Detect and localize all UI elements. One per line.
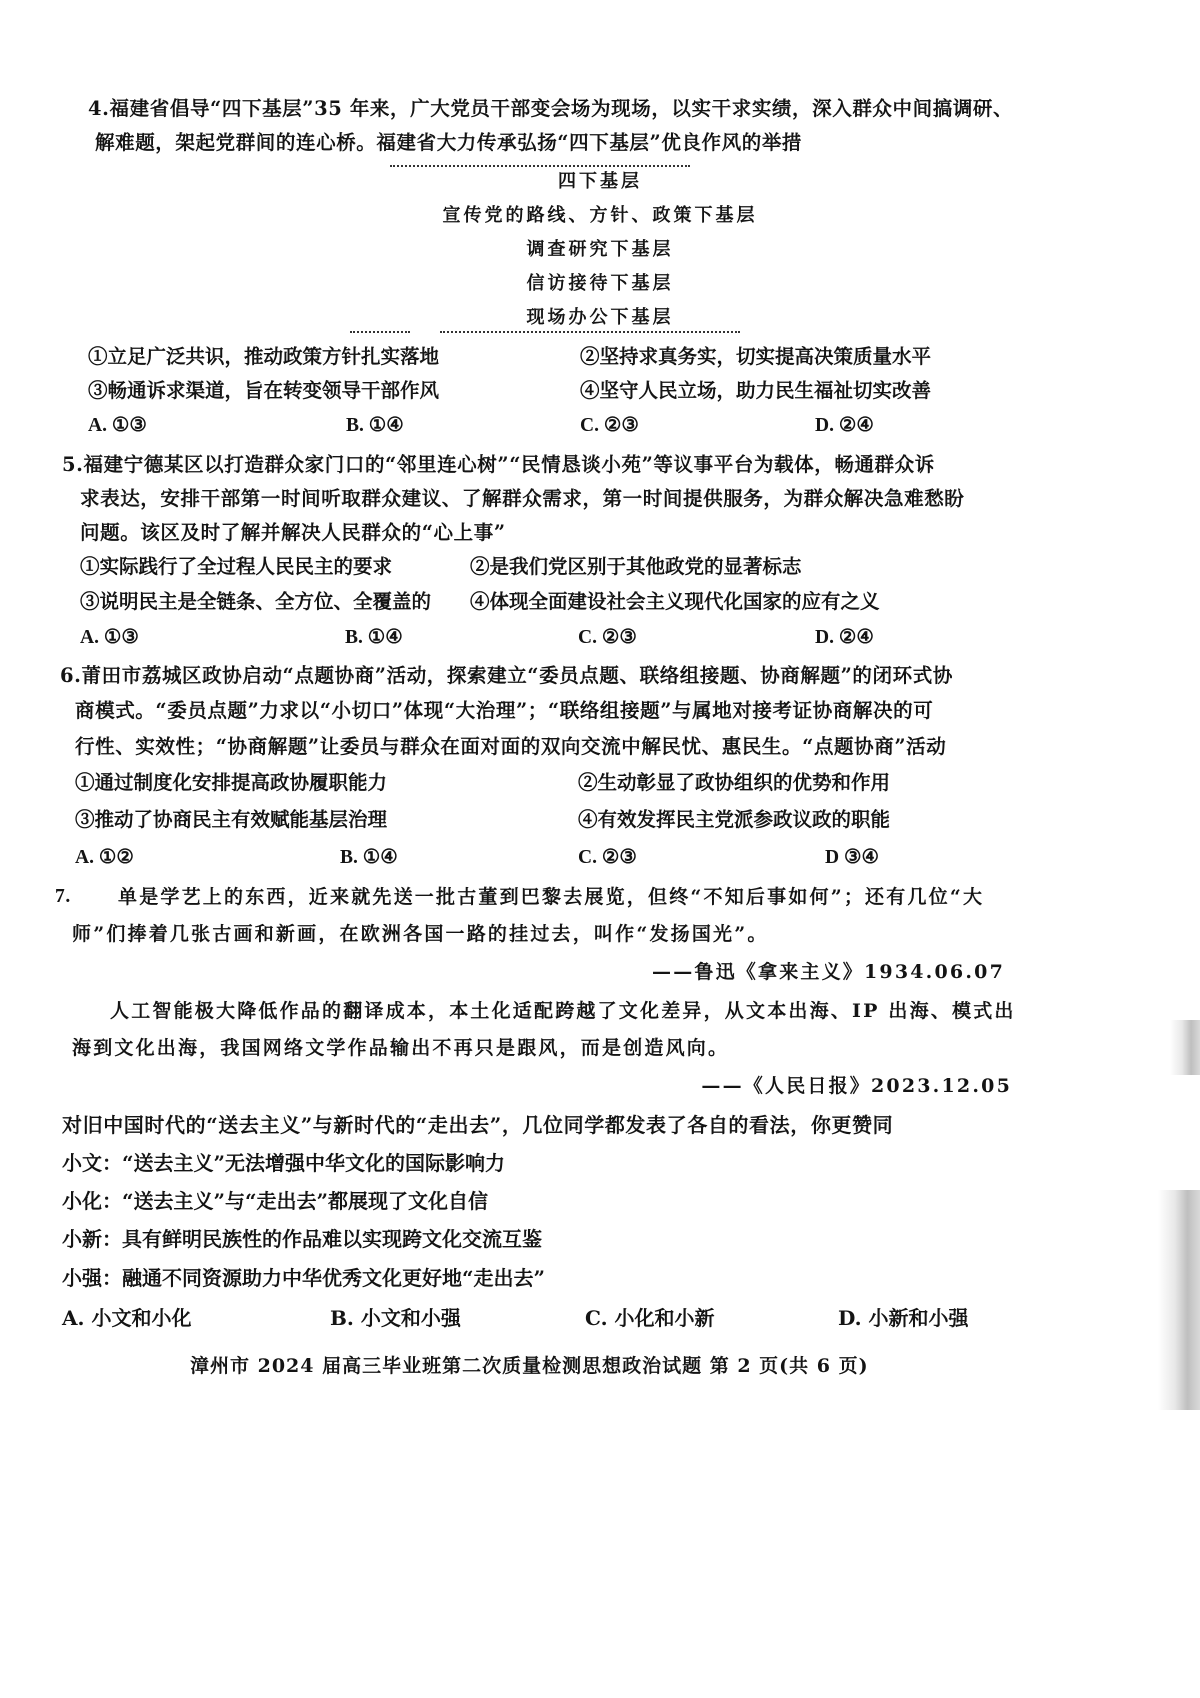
q7-statement-1: 小文：“送去主义”无法增强中华文化的国际影响力 <box>62 1151 506 1175</box>
page-footer: 漳州市 2024 届高三毕业班第二次质量检测思想政治试题 第 2 页(共 6 页) <box>190 1355 869 1377</box>
q4-statement-2: ②坚持求真务实，切实提高决策质量水平 <box>580 345 932 368</box>
q6-stem-line1: 6.莆田市荔城区政协启动“点题协商”活动，探索建立“委员点题、联络组接题、协商解题”的闭环式协 <box>60 664 953 687</box>
q6-option-a: A. ①② <box>75 847 134 868</box>
q7-option-d: D. 小新和小强 <box>838 1306 969 1330</box>
q4-stem-line2: 解难题，架起党群间的连心桥。福建省大力传承弘扬“四下基层”优良作风的举措 <box>95 131 803 154</box>
box-bottom-dotted-line-left <box>350 331 410 333</box>
q7-quote1-line1: 单是学艺上的东西，近来就先送一批古董到巴黎去展览，但终“不知后事如何”；还有几位“大 <box>118 886 985 908</box>
q7-number: 7. <box>55 886 71 907</box>
q7-option-a: A. 小文和小化 <box>62 1306 192 1330</box>
q4-stem-line1: 4.福建省倡导“四下基层”35 年来，广大党员干部变会场为现场，以实干求实绩，深入群众中间搞调研、 <box>88 97 1014 120</box>
q6-stem-line2: 商模式。“委员点题”力求以“小切口”体现“大治理”；“联络组接题”与属地对接考证协商解决的可 <box>75 699 934 722</box>
q4-box-item: 调查研究下基层 <box>526 239 674 260</box>
q5-stem-line2: 求表达，安排干部第一时间听取群众建议、了解群众需求，第一时间提供服务，为群众解决急难愁盼 <box>80 487 965 510</box>
q4-statement-3: ③畅通诉求渠道，旨在转变领导干部作风 <box>88 379 440 402</box>
q6-option-b: B. ①④ <box>340 847 398 868</box>
q6-statement-2: ②生动彰显了政协组织的优势和作用 <box>578 771 891 794</box>
box-top-dotted-line <box>390 165 690 167</box>
q6-statement-4: ④有效发挥民主党派参政议政的职能 <box>578 808 891 831</box>
q7-option-c: C. 小化和小新 <box>585 1306 715 1330</box>
q5-statement-4: ④体现全面建设社会主义现代化国家的应有之义 <box>470 590 880 613</box>
q4-option-a: A. ①③ <box>88 415 147 436</box>
q4-option-c: C. ②③ <box>580 415 639 436</box>
q4-box-item: 宣传党的路线、方针、政策下基层 <box>442 205 758 226</box>
box-bottom-dotted-line-right <box>440 331 740 333</box>
q7-stem: 对旧中国时代的“送去主义”与新时代的“走出去”，几位同学都发表了各自的看法，你更赞同 <box>62 1113 894 1137</box>
q5-option-b: B. ①④ <box>345 627 403 648</box>
q5-statement-2: ②是我们党区别于其他政党的显著标志 <box>470 555 802 578</box>
q5-statement-1: ①实际践行了全过程人民民主的要求 <box>80 555 393 578</box>
q4-box-item: 信访接待下基层 <box>526 273 674 294</box>
q5-option-d: D. ②④ <box>815 627 874 648</box>
q6-statement-1: ①通过制度化安排提高政协履职能力 <box>75 771 388 794</box>
q6-option-d: D ③④ <box>825 847 879 868</box>
q4-statement-4: ④坚守人民立场，助力民生福祉切实改善 <box>580 379 932 402</box>
q6-option-c: C. ②③ <box>578 847 637 868</box>
scan-edge-shadow <box>1170 1020 1200 1075</box>
q5-option-c: C. ②③ <box>578 627 637 648</box>
q7-quote1-line2: 师”们捧着几张古画和新画，在欧洲各国一路的挂过去，叫作“发扬国光”。 <box>72 923 769 945</box>
q7-option-b: B. 小文和小强 <box>330 1306 461 1330</box>
q7-quote2-line2: 海到文化出海，我国网络文学作品输出不再只是跟风，而是创造风向。 <box>72 1037 730 1059</box>
q5-stem-line3: 问题。该区及时了解并解决人民群众的“心上事” <box>80 521 506 544</box>
q6-statement-3: ③推动了协商民主有效赋能基层治理 <box>75 808 388 831</box>
q7-quote2-line1: 人工智能极大降低作品的翻译成本，本土化适配跨越了文化差异，从文本出海、IP 出海、模式出 <box>110 1000 1016 1022</box>
q6-stem-line3: 行性、实效性；“协商解题”让委员与群众在面对面的双向交流中解民忧、惠民生。“点题协商”活动 <box>75 735 947 758</box>
q4-statement-1: ①立足广泛共识，推动政策方针扎实落地 <box>88 345 440 368</box>
q7-source1: ——鲁迅《拿来主义》1934.06.07 <box>652 961 1005 983</box>
q4-box-title: 四下基层 <box>558 171 642 192</box>
q7-statement-2: 小化：“送去主义”与“走出去”都展现了文化自信 <box>62 1189 489 1213</box>
q5-option-a: A. ①③ <box>80 627 139 648</box>
q4-box-item: 现场办公下基层 <box>526 307 674 328</box>
q4-option-d: D. ②④ <box>815 415 874 436</box>
q7-statement-4: 小强：融通不同资源助力中华优秀文化更好地“走出去” <box>62 1266 546 1290</box>
q4-option-b: B. ①④ <box>346 415 404 436</box>
q5-stem-line1: 5.福建宁德某区以打造群众家门口的“邻里连心树”“民情恳谈小苑”等议事平台为载体，畅通群众诉 <box>62 453 935 476</box>
q7-source2: ——《人民日报》2023.12.05 <box>701 1075 1012 1097</box>
scan-edge-shadow <box>1158 1190 1200 1410</box>
q5-statement-3: ③说明民主是全链条、全方位、全覆盖的 <box>80 590 432 613</box>
q7-statement-3: 小新：具有鲜明民族性的作品难以实现跨文化交流互鉴 <box>62 1227 542 1251</box>
